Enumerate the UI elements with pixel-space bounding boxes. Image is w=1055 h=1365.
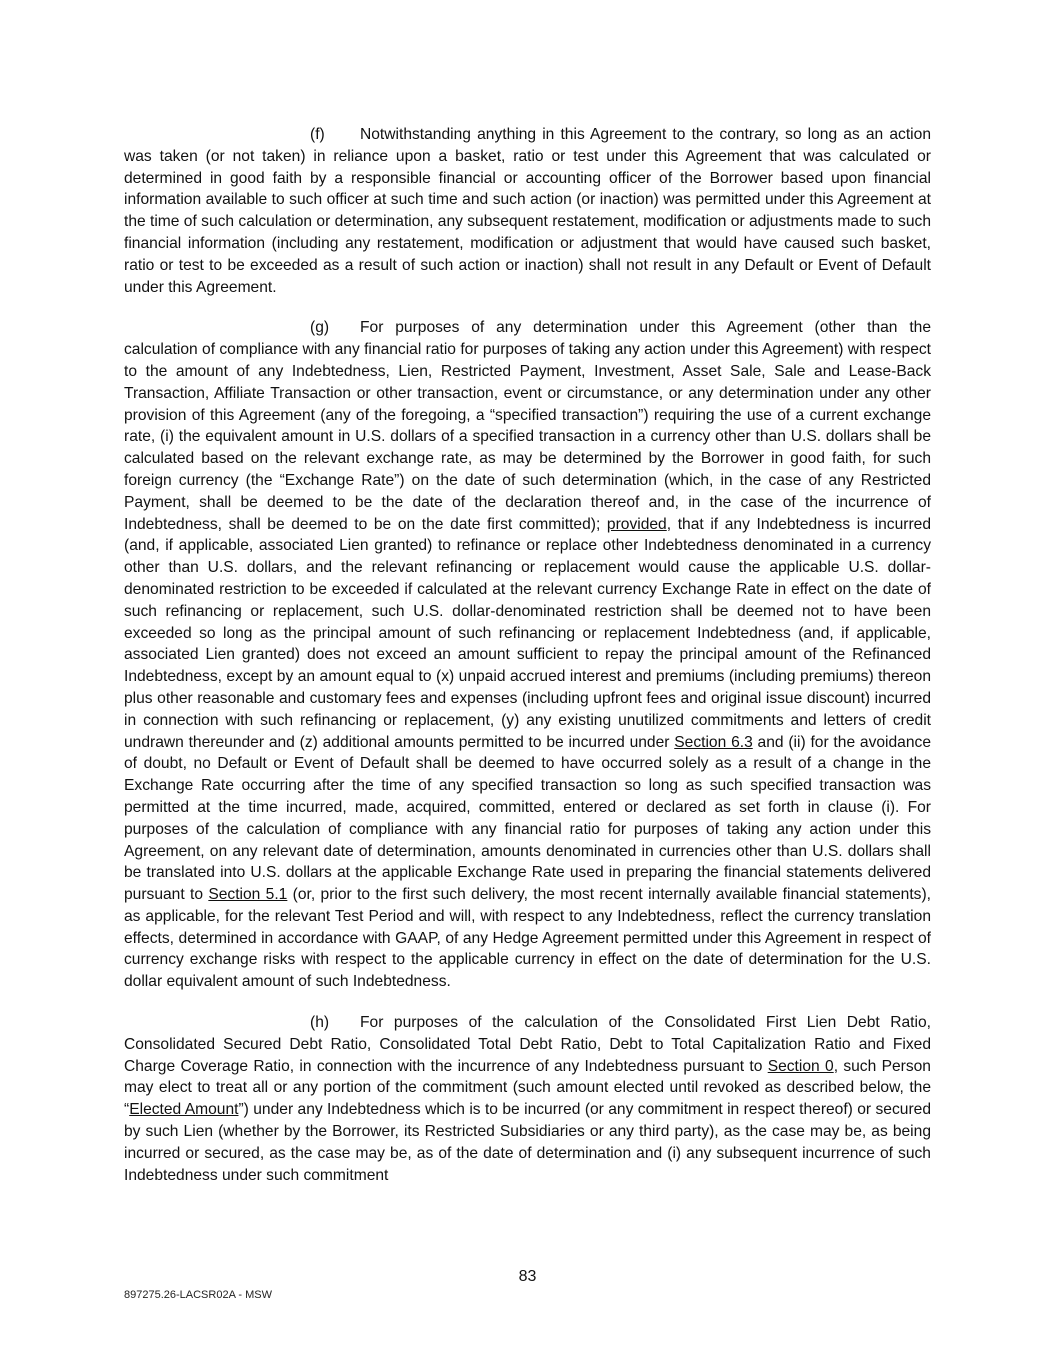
paragraph-h-text-1: For purposes of the calculation of the Consolidated First Lien Debt Ratio, Consolidated Secured Debt Ratio, Consolidated Total Debt Ratio, Debt to Total Capitalization Ratio and Fixed Charge Coverage Ratio, in connection with the incurrence of any Indebtedness pursuant to — [124, 1014, 931, 1075]
provided-term: provided — [606, 515, 667, 533]
page-number: 83 — [518, 1268, 537, 1285]
paragraph-g-text-4: (or, prior to the first such delivery, the most recent internally available financial statements), as applicable, for the relevant Test Period and will, with respect to any Indebtedness, reflect the currency translation effects, determined in accordance with GAAP, of any Hedge Agreement permitted under this Agreement in respect of currency exchange risks with respect to the applicable currency in effect on the date of determination for the U.S. dollar equivalent amount of such Indebtedness. — [124, 886, 931, 991]
section-0-link[interactable]: Section 0 — [767, 1057, 834, 1075]
section-6-3-link[interactable]: Section 6.3 — [674, 733, 753, 751]
paragraph-h-text-2: , such Person may elect to treat all or any portion of the commitment (such amount elected until revoked as described below, the “ — [124, 1057, 931, 1119]
paragraph-h-text-3: ”) under any Indebtedness which is to be incurred (or any commitment in respect thereof) or secured by such Lien (whether by the Borrower, its Restricted Subsidiaries or any third party), as the case may be, as being incurred or secured, as the case may be, as of the date of determination and (i) any subsequent incurrence of such Indebtedness under such commitment — [124, 1101, 931, 1184]
paragraph-f-text: Notwithstanding anything in this Agreement to the contrary, so long as an action was taken (or not taken) in reliance upon a basket, ratio or test under this Agreement that was calculated or determined in good faith by a responsible financial or accounting officer of the Borrower based upon financial information available to such officer at such time and such action (or inaction) was permitted under this Agreement at the time of such calculation or determination, any subsequent restatement, modification or adjustments made to such financial information (including any restatement, modification or adjustment that would have caused such basket, ratio or test to be exceeded as a result of such action or inaction) shall not result in any Default or Event of Default under this Agreement. — [124, 126, 931, 296]
paragraph-g-text-1: For purposes of any determination under this Agreement (other than the calculation of compliance with any financial ratio for purposes of taking any action under this Agreement) with respect to the amount of any Indebtedness, Lien, Restricted Payment, Investment, Asset Sale, Sale and Lease-Back Transaction, Affiliate Transaction or other transaction, event or circumstance, or any determination under any other provision of this Agreement (any of the foregoing, a “specified transaction”) requiring the use of a current exchange rate, (i) the equivalent amount in U.S. dollars of a specified transaction in a currency other than U.S. dollars shall be calculated based on the relevant exchange rate, as may be determined by the Borrower in good faith, for such foreign currency (the “Exchange Rate”) on the date of such determination (which, in the case of any Restricted Payment, shall be deemed to be the date of the declaration thereof and, in the case of the incurrence of Indebtedness, shall be deemed to be on the date first committed); — [124, 319, 931, 533]
paragraph-h — [124, 1012, 931, 1186]
document-page — [124, 124, 931, 1205]
paragraph-f — [124, 124, 931, 298]
paragraph-f-label: (f) — [310, 126, 325, 143]
paragraph-g-text-2: , that if any Indebtedness is incurred (and, if applicable, associated Lien granted) to refinance or replace other Indebtedness denominated in a currency other than U.S. dollars, and the relevant refinancing or replacement would cause the applicable U.S. dollar-denominated restriction to be exceeded if calculated at the relevant currency Exchange Rate in effect on the date of such refinancing or replacement, such U.S. dollar-denominated restriction shall be deemed not to have been exceeded so long as the principal amount of such refinancing or replacement Indebtedness (and, if applicable, associated Lien granted) does not exceed an amount sufficient to repay the principal amount of the Refinanced Indebtedness, except by an amount equal to (x) unpaid accrued interest and premiums (including premiums) thereon plus other reasonable and customary fees and expenses (including upfront fees and original issue discount) incurred in connection with such refinancing or replacement, (y) any existing unutilized commitments and letters of credit undrawn thereunder and (z) additional amounts permitted to be incurred under — [124, 515, 932, 751]
paragraph-g-text-3: and (ii) for the avoidance of doubt, no Default or Event of Default shall be deemed to have occurred solely as a result of a change in the Exchange Rate occurring after the time of any specified transaction so long as such specified transaction was permitted at the time incurred, made, acquired, committed, entered or declared as set forth in clause (i). For purposes of the calculation of compliance with any financial ratio for purposes of taking any action under this Agreement, on any relevant date of determination, amounts denominated in currencies other than U.S. dollars shall be translated into U.S. dollars at the applicable Exchange Rate used in preparing the financial statements delivered pursuant to — [124, 733, 931, 904]
elected-amount-term: Elected Amount — [129, 1101, 239, 1119]
section-5-1-link[interactable]: Section 5.1 — [208, 886, 288, 904]
paragraph-h-label: (h) — [310, 1014, 330, 1032]
paragraph-g — [124, 317, 931, 993]
paragraph-g-label: (g) — [310, 319, 330, 337]
document-id: 897275.26-LACSR02A - MSW — [124, 1289, 272, 1301]
